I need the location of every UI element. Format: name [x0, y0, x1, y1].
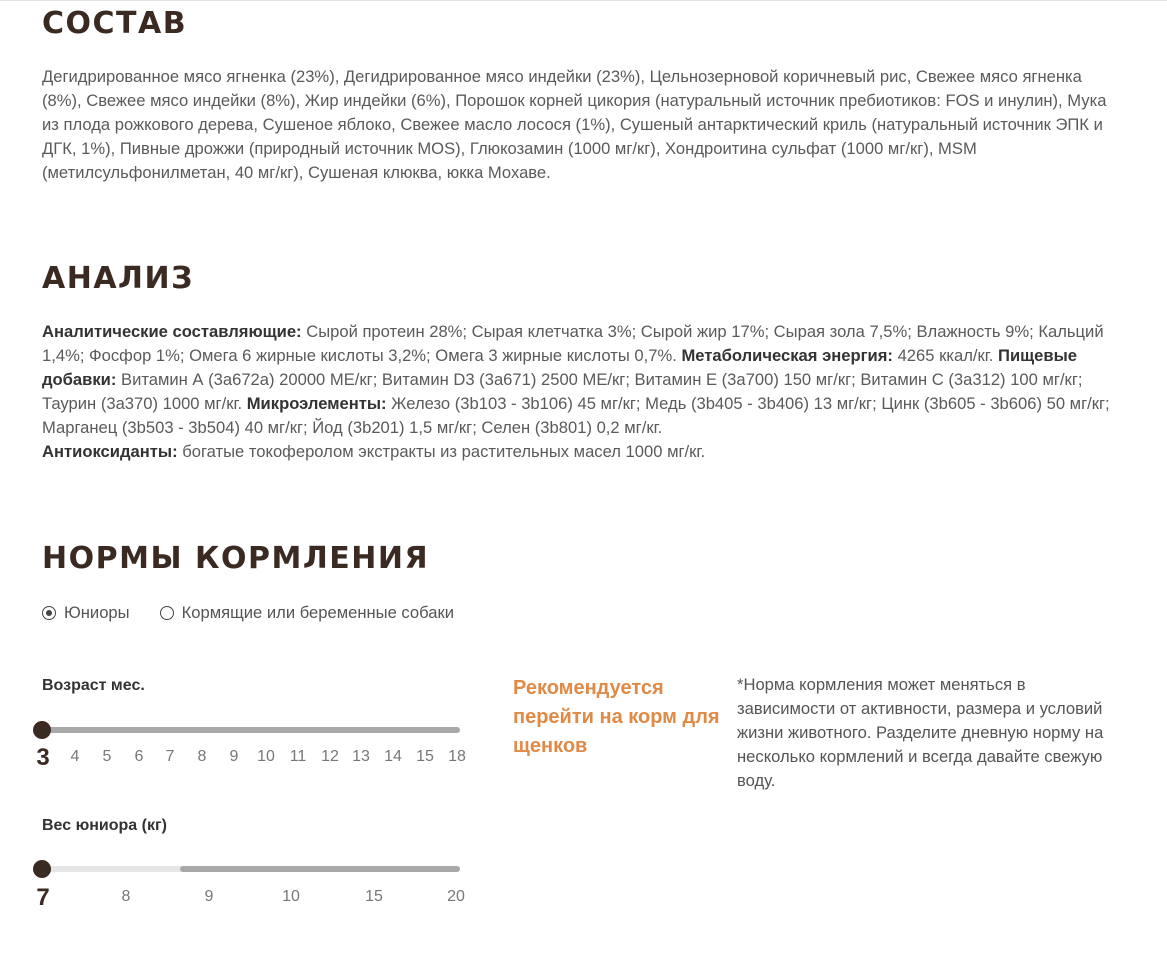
age-tick[interactable]: 13	[352, 748, 370, 765]
age-tick[interactable]: 5	[102, 748, 112, 765]
age-tick[interactable]: 14	[384, 748, 402, 765]
radio-unchecked-icon[interactable]	[160, 606, 174, 620]
feeding-title: НОРМЫ КОРМЛЕНИЯ	[42, 541, 430, 576]
energy-label: Метаболическая энергия:	[681, 346, 893, 365]
age-tick[interactable]: 12	[321, 748, 339, 765]
micro-text: Железо (3b103 - 3b106) 45 мг/кг; Медь (3b405 - 3b406) 13 мг/кг; Цинк (3b605 - 3b606) 50 мг/кг; Марганец (3b503 - 3b504) 40 мг/кг; Йод (3b201) 1,5 мг/кг; Селен (3b801) 0,2 мг/кг.	[42, 394, 1110, 437]
weight-slider-track[interactable]	[180, 866, 460, 872]
weight-tick[interactable]: 9	[204, 888, 214, 905]
age-slider-thumb[interactable]	[33, 721, 51, 739]
radio-checked-icon[interactable]	[42, 606, 56, 620]
recommendation-text: Рекомендуется перейти на корм для щенков	[513, 677, 720, 757]
age-slider-track[interactable]	[42, 727, 460, 733]
feeding-note: *Норма кормления может меняться в зависимости от активности, размера и условий жизни животного. Разделите дневную норму на несколько кормлений и всегда давайте свежую воду.	[737, 675, 1104, 790]
weight-slider-label: Вес юниора (кг)	[42, 817, 167, 834]
analytic-label: Аналитические составляющие:	[42, 322, 302, 341]
weight-tick[interactable]: 15	[365, 888, 383, 905]
weight-tick[interactable]: 20	[447, 888, 465, 905]
additives-label: Пищевые добавки:	[42, 346, 1077, 389]
micro-label: Микроэлементы:	[246, 394, 387, 413]
composition-text: Дегидрированное мясо ягненка (23%), Дегидрированное мясо индейки (23%), Цельнозерновой коричневый рис, Свежее мясо ягненка (8%), Свежее мясо индейки (8%), Жир индейки (6%), Порошок корней цикория (натуральный источник пребиотиков: FOS и инулин), Мука из плода рожкового дерева, Сушеное яблоко, Свежее масло лосося (1%), Сушеный антарктический криль (натуральный источник ЭПК и ДГК, 1%), Пивные дрожжи (природный источник MOS), Глюкозамин (1000 мг/кг), Хондроитина сульфат (1000 мг/кг), MSM (метилсульфонилметан, 40 мг/кг), Сушеная клюква, юкка Мохаве.	[42, 67, 1107, 182]
radio-juniors-label: Юниоры	[64, 603, 130, 622]
analytic-text: Сырой протеин 28%; Сырая клетчатка 3%; Сырой жир 17%; Сырая зола 7,5%; Влажность 9%; Кальций 1,4%; Фосфор 1%; Омега 6 жирные кислоты 3,2%; Омега 3 жирные кислоты 0,7%.	[42, 322, 1104, 365]
weight-tick[interactable]: 8	[121, 888, 131, 905]
age-tick[interactable]: 7	[165, 748, 175, 765]
age-tick[interactable]: 4	[70, 748, 80, 765]
radio-juniors[interactable]	[42, 603, 130, 623]
weight-tick[interactable]: 10	[282, 888, 300, 905]
age-tick[interactable]: 15	[416, 748, 434, 765]
radio-lactating[interactable]	[160, 603, 454, 623]
age-tick[interactable]: 3	[36, 744, 50, 771]
age-slider-label: Возраст мес.	[42, 677, 145, 694]
age-tick[interactable]: 9	[229, 748, 239, 765]
age-tick[interactable]: 10	[257, 748, 275, 765]
weight-slider-thumb[interactable]	[33, 860, 51, 878]
age-tick[interactable]: 8	[197, 748, 207, 765]
composition-title: СОСТАВ	[42, 6, 188, 41]
age-tick[interactable]: 6	[134, 748, 144, 765]
dog-type-radio-group	[42, 602, 484, 624]
age-tick[interactable]: 11	[289, 748, 307, 765]
antiox-text: богатые токоферолом экстракты из растительных масел 1000 мг/кг.	[177, 442, 706, 461]
additives-text: Витамин А (3a672a) 20000 МЕ/кг; Витамин D3 (3a671) 2500 МЕ/кг; Витамин Е (3a700) 150 мг/кг; Витамин С (3a312) 100 мг/кг; Таурин (3a370) 1000 мг/кг.	[42, 370, 1083, 413]
weight-slider-track-light[interactable]	[42, 866, 184, 872]
radio-lactating-label: Кормящие или беременные собаки	[181, 603, 455, 622]
age-tick[interactable]: 18	[448, 748, 466, 765]
weight-tick[interactable]: 7	[36, 884, 50, 911]
antiox-label: Антиоксиданты:	[42, 442, 178, 461]
top-divider	[0, 0, 1167, 1]
analysis-text	[42, 320, 1117, 464]
energy-text: 4265 ккал/кг.	[892, 346, 999, 365]
analysis-title: АНАЛИЗ	[42, 261, 194, 296]
